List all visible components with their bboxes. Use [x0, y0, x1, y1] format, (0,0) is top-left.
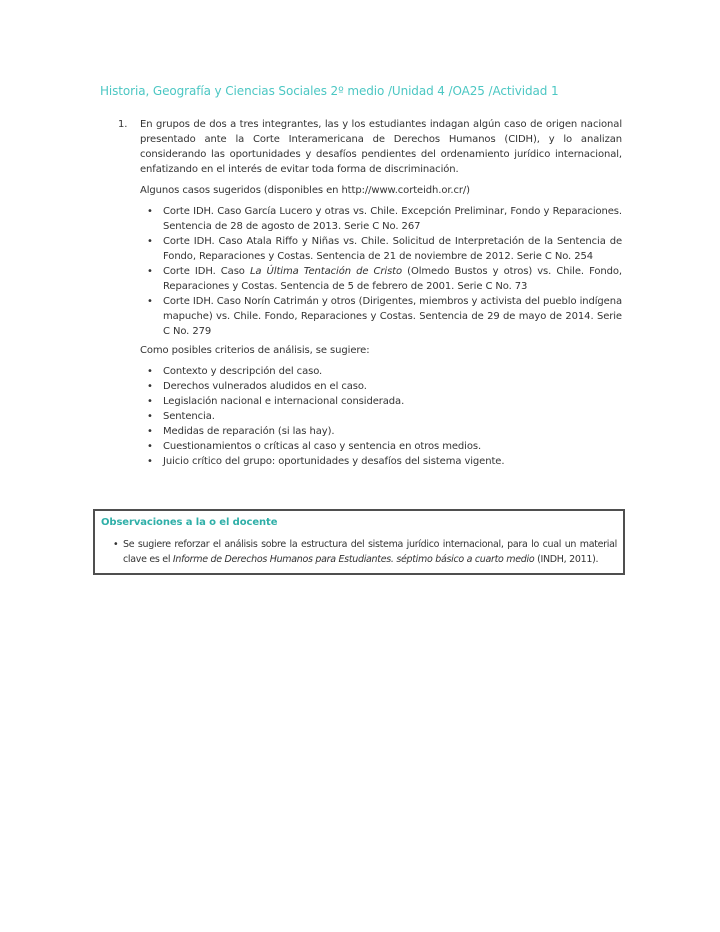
criteria-item: • Cuestionamientos o críticas al caso y sentencia en otros medios.: [145, 439, 622, 454]
activity-section: [100, 117, 622, 469]
text-segment: Corte IDH. Caso García Lucero y otras vs. Chile. Excepción Preliminar, Fondo y Reparaciones. Sentencia de 28 de agosto de 2013. Serie C No. 267: [163, 206, 622, 232]
activity-item: [100, 117, 622, 177]
criteria-item: • Contexto y descripción del caso.: [145, 364, 622, 379]
text-segment: Corte IDH. Caso Norín Catrimán y otros (Dirigentes, miembros y activista del pueblo indígena mapuche) vs. Chile. Fondo, Reparaciones y Costas. Sentencia de 29 de mayo de 2014. Serie C No. 279: [163, 296, 622, 337]
page-title: Historia, Geografía y Ciencias Sociales 2º medio /Unidad 4 /OA25 /Actividad 1: [100, 84, 559, 98]
activity-intro: En grupos de dos a tres integrantes, las y los estudiantes indagan algún caso de origen nacional presentado ante la Corte Interamericana de Derechos Humanos (CIDH), y lo analizan considerando las oportunidades y desafíos pendientes del ordenamiento jurídico internacional, enfatizando en el interés de evitar toda forma de discriminación.: [140, 119, 622, 175]
case-item: [145, 264, 622, 294]
case-item: [145, 294, 622, 339]
text-segment: (Olmedo Bustos y otros) vs. Chile. Fondo, Reparaciones y Costas. Sentencia de 5 de febrero de 2001. Serie C No. 73: [163, 266, 622, 292]
case-item: [145, 204, 622, 234]
activity-number: 1.: [118, 119, 128, 130]
italic-text-segment: La Última Tentación de Cristo: [249, 266, 403, 277]
criteria-list: [145, 364, 622, 469]
criteria-heading: Como posibles criterios de análisis, se sugiere:: [140, 345, 370, 356]
teacher-observations-box: [93, 509, 625, 575]
observations-heading: Observaciones a la o el docente: [101, 517, 278, 528]
italic-text-segment: Informe de Derechos Humanos para Estudiantes. séptimo básico a cuarto medio: [172, 554, 535, 565]
observation-item: [111, 537, 617, 567]
criteria-item: • Derechos vulnerados aludidos en el caso.: [145, 379, 622, 394]
text-segment: (INDH, 2011).: [534, 554, 599, 565]
case-list: [145, 204, 622, 339]
text-segment: Corte IDH. Caso: [163, 266, 250, 277]
criteria-item: • Sentencia.: [145, 409, 622, 424]
criteria-item: • Legislación nacional e internacional considerada.: [145, 394, 622, 409]
observations-list: [111, 537, 617, 567]
case-item: [145, 234, 622, 264]
text-segment: Corte IDH. Caso Atala Riffo y Niñas vs. Chile. Solicitud de Interpretación de la Sentencia de Fondo, Reparaciones y Costas. Sentencia de 21 de noviembre de 2012. Serie C No. 254: [163, 236, 622, 262]
text-segment: Se sugiere reforzar el análisis sobre la estructura del sistema jurídico internacional, para lo cual un material clave es el: [123, 539, 617, 565]
criteria-item: • Juicio crítico del grupo: oportunidades y desafíos del sistema vigente.: [145, 454, 622, 469]
criteria-item: • Medidas de reparación (si las hay).: [145, 424, 622, 439]
cases-heading: Algunos casos sugeridos (disponibles en http://www.corteidh.or.cr/): [140, 185, 470, 196]
